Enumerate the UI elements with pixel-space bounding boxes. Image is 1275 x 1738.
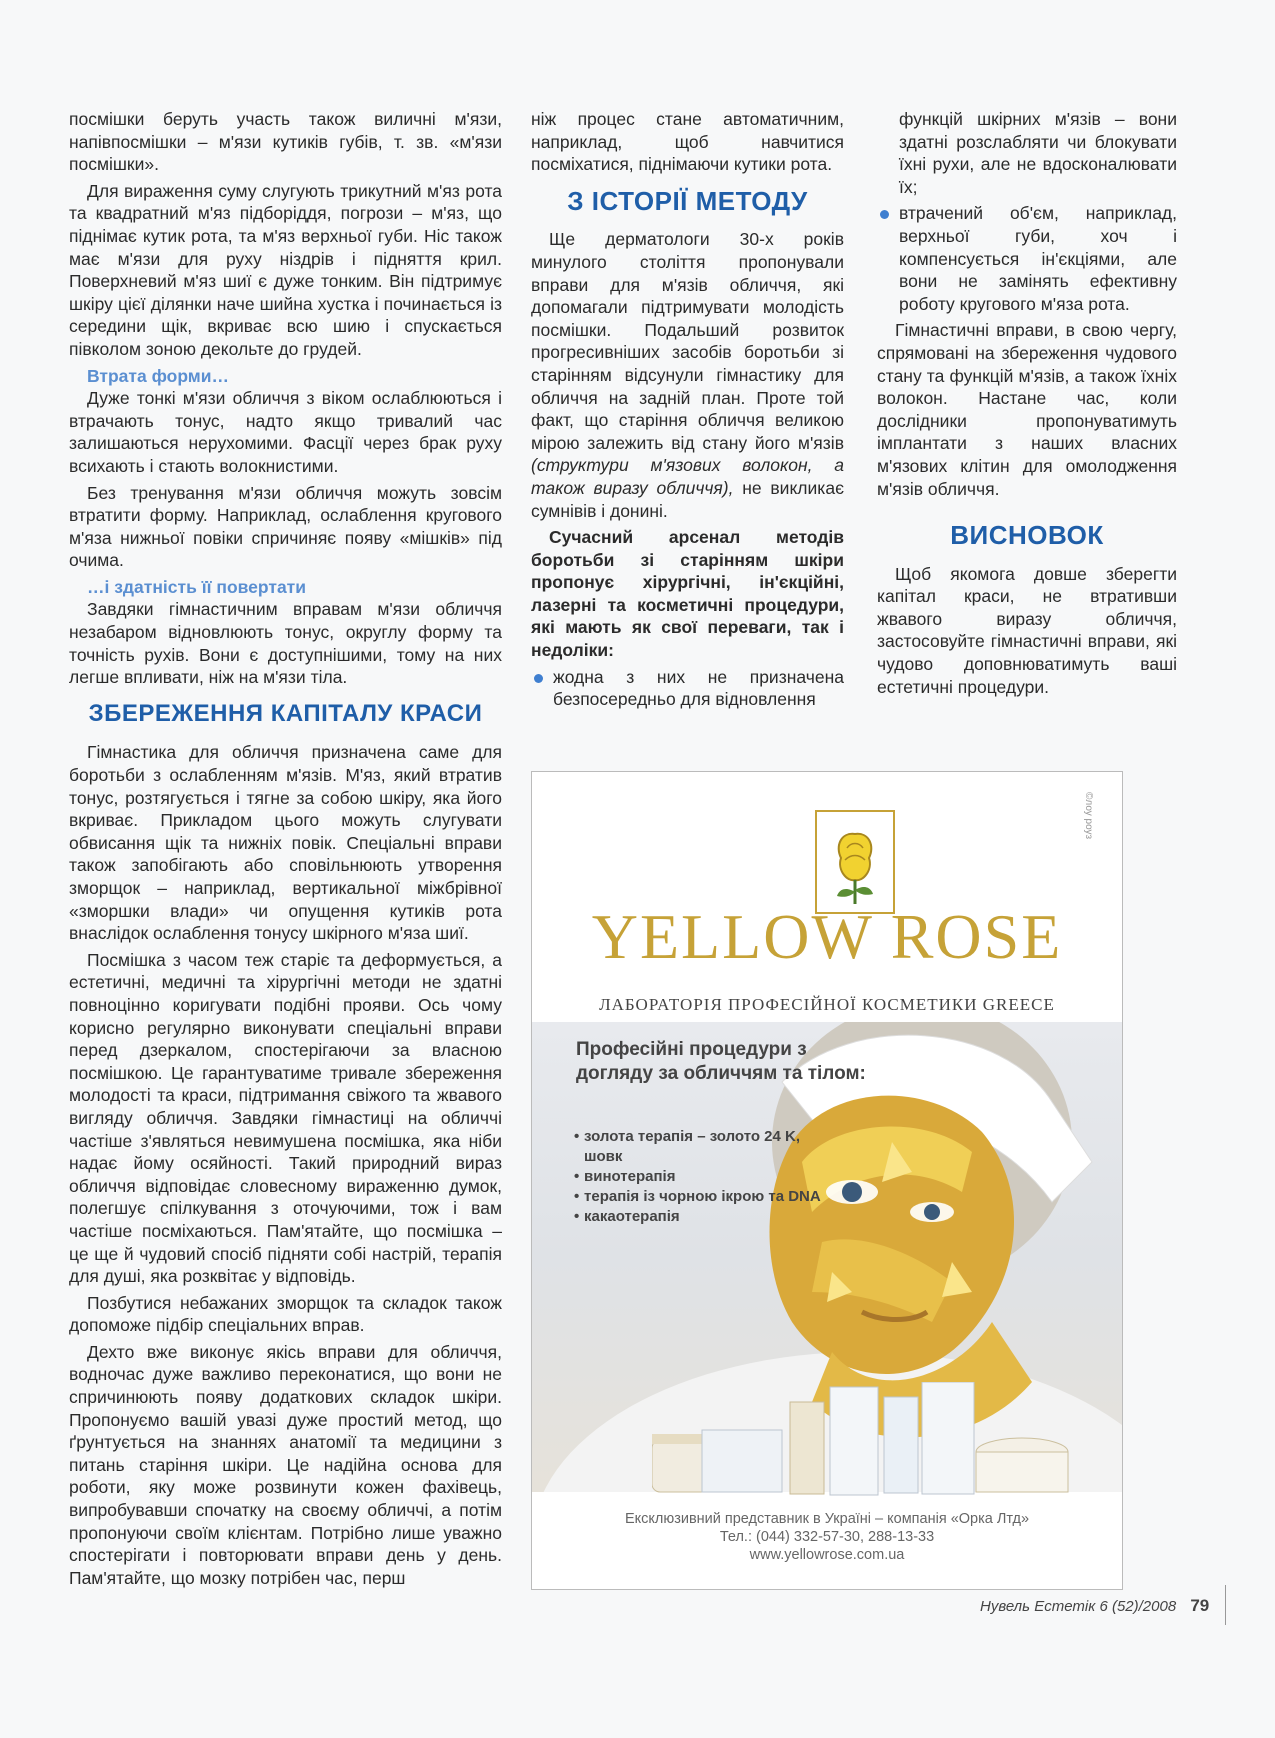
ad-distributor: Ексклюзивний представник в Україні – компанія «Орка Лтд» xyxy=(624,1511,1030,1527)
column-3 xyxy=(877,108,1177,702)
section-heading: ЗБЕРЕЖЕННЯ КАПІТАЛУ КРАСИ xyxy=(88,699,483,727)
paragraph-emphasis: (структури м'язових волокон, а також виразу обличчя), xyxy=(531,455,844,498)
ad-services-list xyxy=(574,1127,834,1227)
ad-service-item: • терапія із чорною ікрою та DNA xyxy=(574,1187,834,1207)
magazine-title: Нувель Естетік 6 (52)/2008 xyxy=(980,1598,1177,1615)
paragraph: Для вираження суму слугують трикутний м'яз рота та квадратний м'яз підборіддя, погрози – м'яз, що піднімає кутик рота, та м'яз верхньої губи. Ніс також має м'язи для руху ніздрів і підняття крил. Поверхневий м'яз шиї є дуже тонким. Він підтримує шкіру цієї ділянки наче шийна хустка і починається із середини щік, вкриває всю шию і спускається півколом зоною декольте до грудей. xyxy=(69,180,502,359)
paragraph: функцій шкірних м'язів – вони здатні розслабляти чи блокувати їхні рухи, але не вдосконалювати їх; xyxy=(899,109,1177,197)
paragraph: посмішки беруть участь також виличні м'язи, напівпосмішки – м'язи кутиків губів, т. зв. «м'язи посмішки». xyxy=(69,109,502,175)
ad-header xyxy=(532,772,1122,1022)
bullet-list xyxy=(877,202,1177,315)
ad-service-item: • винотерапія xyxy=(574,1167,834,1187)
paragraph: Завдяки гімнастичним вправам м'язи обличчя незабаром відновлюють тонус, округлу форму та точність рухів. Вони є доступнішими, тому на них легше впливати, ніж на м'язи тіла. xyxy=(69,599,502,688)
column-2 xyxy=(531,108,844,715)
section-heading: З ІСТОРІЇ МЕТОДУ xyxy=(567,185,808,216)
paragraph-bold: Сучасний арсенал методів боротьби зі старінням шкіри пропонує хірургічні, ін'єкційні, лазерні та косметичні процедури, які мають як свої переваги, так і недоліки: xyxy=(531,527,844,661)
brand-name: YELLOW ROSE xyxy=(591,901,1063,972)
paragraph: Дехто вже виконує якісь вправи для обличчя, водночас дуже важливо переконатися, що вони не спричинюють появу додаткових складок шкіри. Пропонуємо вашій увазі дуже простий метод, що ґрунтується на знаннях анатомії та медицини з питань старіння шкіри. Це надійна основа для роботи, яку може розвинути кожен фахівець, випробувавши спочатку на своєму обличчі, а потім пропонуючи своїм клієнтам. Потрібно лише уважно спостерігати і повторювати вправи день у день. Пам'ятайте, що мозку потрібен час, перш xyxy=(69,1341,502,1588)
ad-contacts xyxy=(532,1510,1122,1564)
subheading: …і здатність її повертати xyxy=(87,576,307,597)
bullet-item: жодна з них не призначена безпосередньо для відновлення xyxy=(531,666,844,711)
page-number: 79 xyxy=(1190,1596,1210,1615)
ad-headline: Професійні процедури з догляду за обличчям та тілом: xyxy=(576,1039,866,1084)
brand-tagline: ЛАБОРАТОРІЯ ПРОФЕСІЙНОЇ КОСМЕТИКИ GREECE xyxy=(599,995,1055,1014)
paragraph: Посмішка з часом теж старіє та деформується, а естетичні, медичні та хірургічні методи не здатні повноцінно коригувати подібні прояви. Ось чому корисно регулярно виконувати спеціальні вправи перед дзеркалом, спостерігаючи за власною посмішкою. Це гарантуватиме тривале збереження молодості та краси, підтримання свіжого та жвавого вигляду обличчя. Завдяки гімнастиці на обличчі частіше з'являться невимушена посмішка, яка ніби надає йому осяйності. Такий природний вираз обличчя відповідає словесному вираженню думок, полегшує спілкування з оточуючими, тож і вам частіше посміхаються. Пам'ятайте, що посмішка – це ще й чудовий спосіб підняти собі настрій, терапія для душі, яка розквітає у відповідь. xyxy=(69,949,502,1287)
photo-credit: ©лоу роуз xyxy=(1083,792,1094,840)
advertisement xyxy=(531,771,1123,1590)
column-1 xyxy=(69,108,502,1593)
subheading: Втрата форми… xyxy=(87,365,229,386)
section-heading: ВИСНОВОК xyxy=(950,520,1104,551)
paragraph xyxy=(531,228,844,522)
paragraph: Без тренування м'язи обличчя можуть зовсім втратити форму. Наприклад, ослаблення кругового м'яза нижньої повіки спричиняє появу «мішків» під очима. xyxy=(69,482,502,571)
paragraph: Щоб якомога довше зберегти капітал краси, не втративши жвавого виразу обличчя, застосовуйте гімнастичні вправи, які чудово доповнюватимуть ваші естетичні процедури. xyxy=(877,563,1177,697)
rose-logo-icon xyxy=(815,810,895,914)
bullet-item: втрачений об'єм, наприклад, верхньої губи, хоч і компенсується ін'єкціями, але вони не замінять ефективну роботу кругового м'яза рота. xyxy=(877,202,1177,315)
paragraph: Гімнастичні вправи, в свою чергу, спрямовані на збереження чудового стану та функцій м'язів, а також їхніх волокон. Настане час, коли дослідники пропонуватимуть імплантати з наших власних м'язових клітин для омолодження м'язів обличчя. xyxy=(877,320,1177,499)
ad-phone: Тел.: (044) 332-57-30, 288-13-33 xyxy=(719,1529,935,1545)
paragraph: ніж процес стане автоматичним, наприклад, щоб навчитися посміхатися, піднімаючи кутики рота. xyxy=(531,109,844,175)
ad-service-item: • золота терапія – золото 24 K, шовк xyxy=(574,1127,834,1167)
paragraph: Гімнастика для обличчя призначена саме для боротьби з ослабленням м'язів. М'яз, який втратив тонус, розтягується і тягне за собою шкіру, яка його вкриває. Прикладом цього можуть слугувати обвисання щік та нижніх повік. Спеціальні вправи також запобігають або сповільнюють утворення зморщок – наприклад, вертикальної міжбрівної «зморшки влади» чи опущення кутиків рота внаслідок ослаблення тонусу шкірного м'яза шиї. xyxy=(69,742,502,944)
paragraph-text: Ще дерматологи 30-х років минулого століття пропонували вправи для м'язів обличчя, які допомагали підтримувати молодість посмішки. Подальший розвиток прогресивніших засобів боротьби зі старінням відсунули гімнастику для обличчя на задній план. Проте той факт, що старіння обличчя великою мірою залежить від стану його м'язів xyxy=(531,229,844,453)
ad-service-item: • какаотерапія xyxy=(574,1207,834,1227)
page-footer xyxy=(980,1596,1209,1616)
ad-website: www.yellowrose.com.ua xyxy=(749,1547,905,1563)
product-jars xyxy=(652,1382,1072,1502)
bullet-list xyxy=(531,666,844,711)
footer-rule xyxy=(1225,1585,1226,1625)
paragraph: Позбутися небажаних зморщок та складок також допоможе підбір спеціальних вправ. xyxy=(69,1292,502,1336)
paragraph-text-end: не викликає сумнівів і донині. xyxy=(531,477,844,521)
paragraph: Дуже тонкі м'язи обличчя з віком ослаблюються і втрачають тонус, надто якщо тривалий час залишаються нерухомими. Фасції через брак руху всихають і стають волокнистими. xyxy=(69,388,502,476)
